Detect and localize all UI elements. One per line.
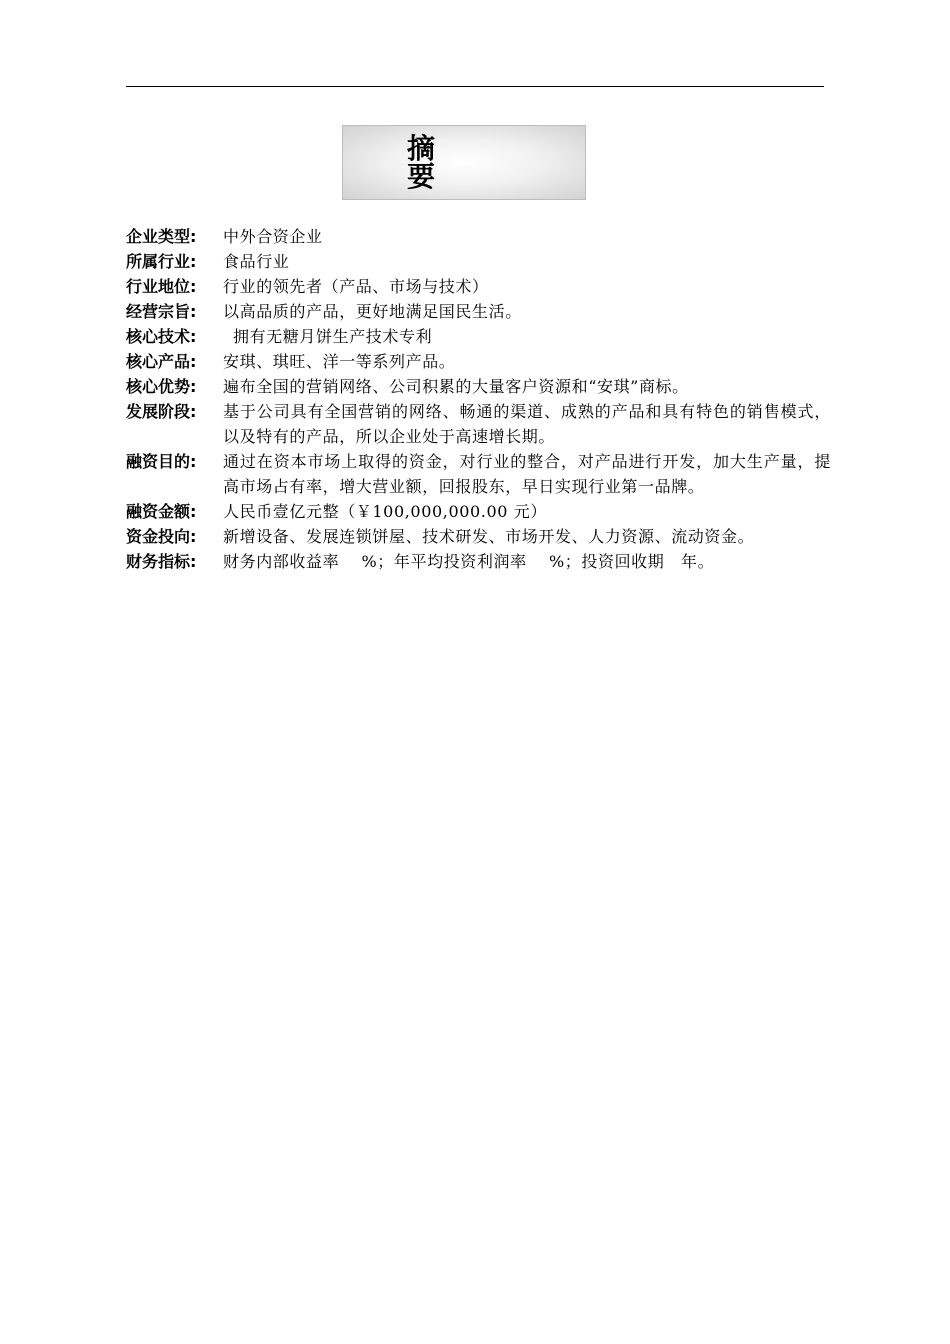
- field-value: 安琪、琪旺、洋一等系列产品。: [223, 352, 456, 371]
- field-value: 遍布全国的营销网络、公司积累的大量客户资源和“安琪”商标。: [223, 377, 689, 396]
- field-value: 人民币壹亿元整（￥100,000,000.00 元）: [223, 502, 547, 521]
- field-value: 拥有无糖月饼生产技术专利: [233, 327, 433, 346]
- field-label: 核心优势:: [126, 377, 197, 396]
- header-rule: [126, 86, 824, 87]
- summary-field-list: [126, 224, 831, 574]
- field-value: 中外合资企业: [223, 227, 323, 246]
- field-core-advantages: [126, 374, 831, 399]
- field-value: 行业的领先者（产品、市场与技术）: [223, 277, 489, 296]
- field-value: 食品行业: [223, 252, 290, 271]
- field-value: 财务内部收益率 %；年平均投资利润率 %；投资回收期 年。: [223, 552, 715, 571]
- field-core-technology: [126, 324, 831, 349]
- field-label: 核心产品:: [126, 352, 197, 371]
- abstract-title: 摘要: [407, 131, 500, 193]
- field-fund-usage: [126, 524, 831, 549]
- field-label: 行业地位:: [126, 277, 197, 296]
- field-business-purpose: [126, 299, 831, 324]
- field-industry: [126, 249, 831, 274]
- field-label: 融资目的:: [126, 452, 197, 471]
- field-label: 经营宗旨:: [126, 302, 197, 321]
- field-enterprise-type: [126, 224, 831, 249]
- field-financing-purpose: [126, 449, 831, 499]
- field-label: 财务指标:: [126, 552, 197, 571]
- field-label: 融资金额:: [126, 502, 197, 521]
- field-value: 基于公司具有全国营销的网络、畅通的渠道、成熟的产品和具有特色的销售模式，以及特有的产品，所以企业处于高速增长期。: [223, 402, 831, 446]
- field-development-stage: [126, 399, 831, 449]
- field-financing-amount: [126, 499, 831, 524]
- field-industry-position: [126, 274, 831, 299]
- field-financial-indicators: [126, 549, 831, 574]
- field-label: 发展阶段:: [126, 402, 197, 421]
- abstract-title-box: [342, 125, 586, 200]
- field-value: 通过在资本市场上取得的资金，对行业的整合，对产品进行开发，加大生产量，提高市场占有率，增大营业额，回报股东，早日实现行业第一品牌。: [223, 452, 831, 496]
- field-value: 新增设备、发展连锁饼屋、技术研发、市场开发、人力资源、流动资金。: [223, 527, 755, 546]
- field-value: 以高品质的产品，更好地满足国民生活。: [223, 302, 522, 321]
- field-label: 核心技术:: [126, 327, 197, 346]
- field-core-products: [126, 349, 831, 374]
- field-label: 企业类型:: [126, 227, 197, 246]
- field-label: 所属行业:: [126, 252, 197, 271]
- field-label: 资金投向:: [126, 527, 197, 546]
